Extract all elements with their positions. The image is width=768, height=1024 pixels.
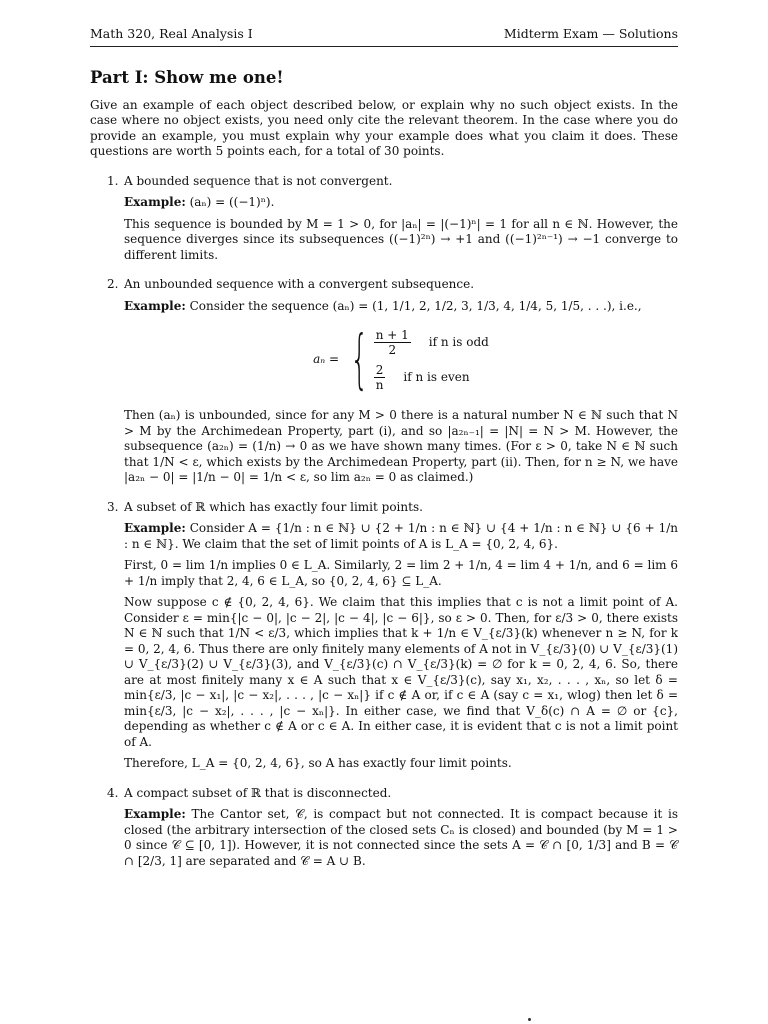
conclusion-paragraph: Therefore, L_A = {0, 2, 4, 6}, so A has exactly four limit points. <box>124 756 512 770</box>
question-number: 1. <box>107 173 119 188</box>
piecewise-cases <box>374 328 489 392</box>
question-statement: An unbounded sequence with a convergent subsequence. <box>124 277 475 291</box>
piecewise-definition <box>124 320 678 400</box>
example-line <box>124 521 678 552</box>
example-label: Example: <box>124 195 186 209</box>
question-number: 3. <box>107 499 119 514</box>
numerator: 2 <box>375 363 384 377</box>
example-line <box>124 299 678 315</box>
question-statement: A bounded sequence that is not convergent. <box>124 173 393 188</box>
example-text: The Cantor set, 𝒞, is compact but not connected. It is compact because it is closed (the arbitrary intersection of the closed sets Cₙ is closed) and bounded (by M = 1 > 0 since 𝒞 ⊆ [0, 1]). However, it is not connected since the sets A = 𝒞 ∩ [0, 1/3] and B = 𝒞 ∩ [2/3, 1] are separated and 𝒞 = A ∪ B. <box>124 807 678 868</box>
example-text: Consider A = {1/n : n ∈ ℕ} ∪ {2 + 1/n : n ∈ ℕ} ∪ {4 + 1/n : n ∈ ℕ} ∪ {6 + 1/n : n ∈ ℕ}. We claim that the set of limit points of A is L_A = {0, 2, 4, 6}. <box>124 521 678 551</box>
explanation-paragraph: First, 0 = lim 1/n implies 0 ∈ L_A. Similarly, 2 = lim 2 + 1/n, 4 = lim 4 + 1/n, and 6 = lim 6 + 1/n imply that 2, 4, 6 ∈ L_A, so {0, 2, 4, 6} ⊆ L_A. <box>124 558 678 588</box>
example-label: Example: <box>124 807 186 821</box>
case-condition: if n is even <box>403 369 470 384</box>
explanation-paragraph: Then (aₙ) is unbounded, since for any M > 0 there is a natural number N ∈ ℕ such that N > M by the Archimedean Property, part (i), and so |a₂ₙ₋₁| = |N| = N > M. However, the subsequence (a₂ₙ) = (1/n) → 0 as we have shown many times. (For ε > 0, take N ∈ ℕ such that 1/N < ε, which exists by the Archimedean Property, part (ii). Then, for n ≥ N, we have |a₂ₙ − 0| = |1/n − 0| = 1/n < ε, so lim a₂ₙ = 0 as claimed.) <box>124 408 678 484</box>
example-line <box>124 807 678 869</box>
denominator: n <box>375 378 384 392</box>
intro-paragraph: Give an example of each object described below, or explain why no such object exists. In the case where no object exists, you need only cite the relevant theorem. In the case where you do provide an example, you must explain why your example does what you claim it does. These questions are worth 5 points each, for a total of 30 points. <box>90 97 678 158</box>
explanation-paragraph: Now suppose c ∉ {0, 2, 4, 6}. We claim that this implies that c is not a limit point of A. Consider ε = min{|c − 0|, |c − 2|, |c − 4|, |c − 6|}, so ε > 0. Then, for ε/3 > 0, there exists N ∈ ℕ such that 1/N < ε/3, which implies that k + 1/n ∈ V_{ε/3}(k) whenever n ≥ N, for k = 0, 2, 4, 6. Thus there are only finitely many elements of A not in V_{ε/3}(0) ∪ V_{ε/3}(1) ∪ V_{ε/3}(2) ∪ V_{ε/3}(3), and V_{ε/3}(c) ∩ V_{ε/3}(k) = ∅ for k = 0, 2, 4, 6. So, there are at most finitely many x ∈ A such that x ∈ V_{ε/3}(c), say x₁, x₂, . . . , xₙ, so let δ = min{ε/3, |c − x₁|, |c − x₂|, . . . , |c − xₙ|} if c ∉ A or, if c ∈ A (say c = x₁, wlog) then let δ = min{ε/3, |c − x₂|, . . . , |c − xₙ|}. In either case, we find that V_δ(c) ∩ A = ∅ or {c}, depending as whether c ∉ A or c ∈ A. In either case, it is evident that c is not a limit point of A. <box>124 595 678 749</box>
page-header <box>90 26 678 47</box>
explanation-paragraph: This sequence is bounded by M = 1 > 0, for |aₙ| = |(−1)ⁿ| = 1 for all n ∈ ℕ. However, the sequence diverges since its subsequences ((−1)²ⁿ) → +1 and ((−1)²ⁿ⁻¹) → −1 converge to different limits. <box>124 216 678 262</box>
case-even <box>374 363 489 392</box>
question-4 <box>90 786 678 870</box>
question-3 <box>90 500 678 772</box>
question-list <box>90 174 678 870</box>
course-title: Math 320, Real Analysis I <box>90 26 253 41</box>
denominator: 2 <box>388 343 397 357</box>
fraction <box>374 363 386 392</box>
question-statement: A compact subset of ℝ that is disconnected. <box>124 785 392 800</box>
exam-title: Midterm Exam — Solutions <box>503 26 678 41</box>
numerator: n + 1 <box>375 328 409 342</box>
left-brace: { <box>350 323 369 397</box>
piecewise-lhs: aₙ = <box>313 352 340 367</box>
question-number: 2. <box>107 277 119 291</box>
example-line <box>124 195 678 211</box>
part-title: Part I: Show me one! <box>90 68 284 87</box>
question-2 <box>90 277 678 486</box>
example-text: Consider the sequence (aₙ) = (1, 1/1, 2, 1/2, 3, 1/3, 4, 1/4, 5, 1/5, . . .), i.e., <box>185 298 642 313</box>
example-text: (aₙ) = ((−1)ⁿ). <box>185 195 275 209</box>
case-condition: if n is odd <box>428 334 489 349</box>
question-1 <box>90 174 678 264</box>
question-number: 4. <box>107 785 119 800</box>
question-statement: A subset of ℝ which has exactly four limit points. <box>124 499 423 514</box>
fraction <box>374 328 411 357</box>
example-label: Example: <box>124 521 186 535</box>
page-mark <box>528 1018 531 1021</box>
case-odd <box>374 328 489 357</box>
example-label: Example: <box>124 298 186 313</box>
page-content <box>90 70 678 883</box>
